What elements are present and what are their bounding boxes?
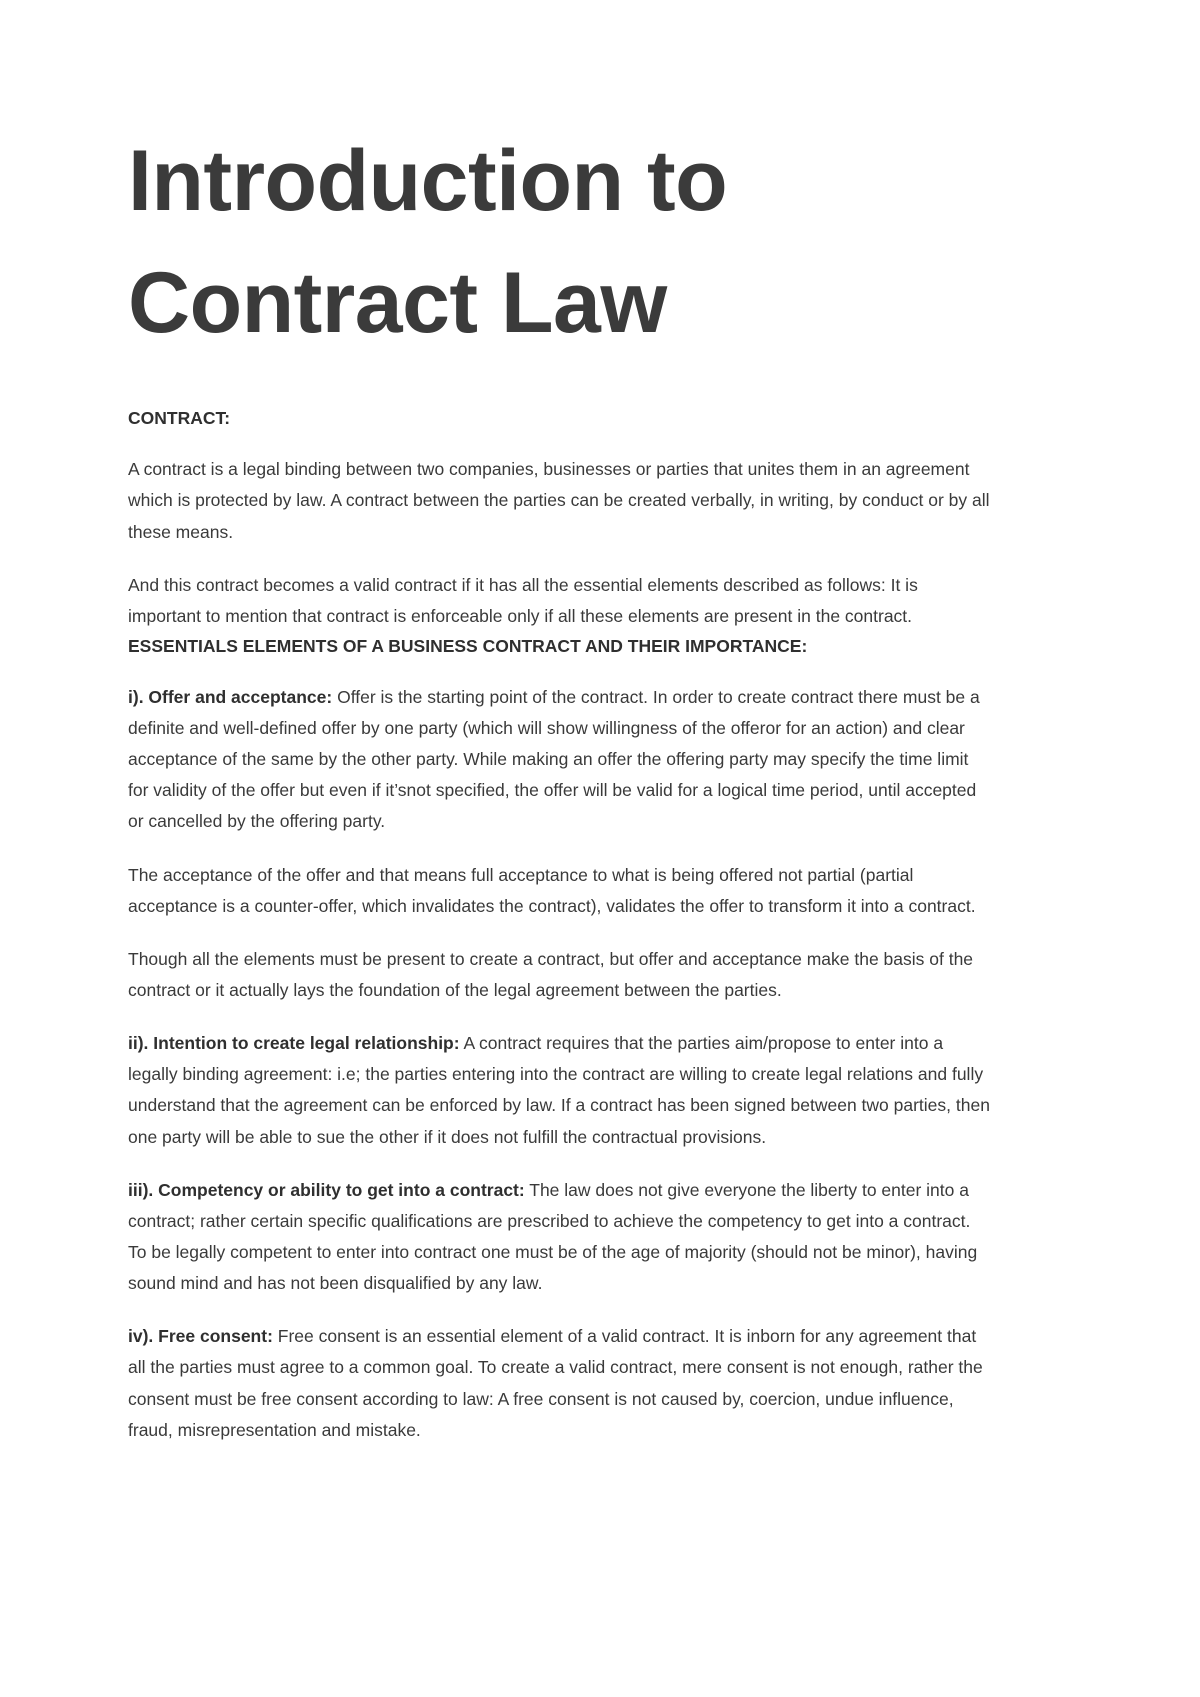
paragraph xyxy=(128,944,990,1006)
list-item-free-consent xyxy=(128,1321,990,1446)
item-lead-label: i). Offer and acceptance: xyxy=(128,686,333,707)
paragraph-text: A contract is a legal binding between two companies, businesses or parties that unites them in an agreement which is protected by law. A contract between the parties can be created verbally, in writing, by conduct or by all these means. xyxy=(128,459,990,542)
paragraph xyxy=(128,570,990,632)
list-item-intention-to-create-legal-relationship xyxy=(128,1028,990,1153)
list-item-competency xyxy=(128,1175,990,1300)
paragraph-text: Offer is the starting point of the contract. In order to create contract there must be a definite and well-defined offer by one party (which will show willingness of the offeror for an action) and clear acceptance of the same by the other party. While making an offer the offering party may specify the time limit for validity of the offer but even if it’snot specified, the offer will be valid for a logical time period, until accepted or cancelled by the offering party. xyxy=(128,686,980,832)
section-heading-contract: CONTRACT: xyxy=(128,408,231,429)
paragraph xyxy=(128,454,990,547)
section-heading-essentials: ESSENTIALS ELEMENTS OF A BUSINESS CONTRACT AND THEIR IMPORTANCE: xyxy=(128,635,808,656)
list-item-offer-and-acceptance xyxy=(128,682,990,838)
paragraph-text: The acceptance of the offer and that means full acceptance to what is being offered not partial (partial acceptance is a counter-offer, which invalidates the contract), validates the offer to transform it into a contract. xyxy=(128,864,976,916)
paragraph-text: Free consent is an essential element of a valid contract. It is inborn for any agreement that all the parties must agree to a common goal. To create a valid contract, mere consent is not enough, rather the consent must be free consent according to law: A free consent is not caused by, coercion, undue influence, fraud, misrepresentation and mistake. xyxy=(128,1326,983,1440)
paragraph-text: And this contract becomes a valid contract if it has all the essential elements described as follows: It is important to mention that contract is enforceable only if all these elements are present in the contract. xyxy=(128,574,918,626)
section-contract xyxy=(128,404,990,632)
item-lead-label: iii). Competency or ability to get into a contract: xyxy=(128,1179,525,1200)
paragraph-text: Though all the elements must be present to create a contract, but offer and acceptance make the basis of the contract or it actually lays the foundation of the legal agreement between the parties. xyxy=(128,948,974,1001)
item-lead-label: ii). Intention to create legal relationship: xyxy=(128,1033,460,1054)
page-title: Introduction to Contract Law xyxy=(128,133,728,352)
paragraph-text: The law does not give everyone the liberty to enter into a contract; rather certain specific qualifications are prescribed to achieve the competency to get into a contract. To be legally competent to enter into contract one must be of the age of majority (should not be minor), having sound mind and has not been disqualified by any law. xyxy=(128,1179,978,1294)
paragraph-text: A contract requires that the parties aim/propose to enter into a legally binding agreement: i.e; the parties entering into the contract are willing to create legal relations and fully understand that the agreement can be enforced by law. If a contract has been signed between two parties, then one party will be able to sue the other if it does not fulfill the contractual provisions. xyxy=(128,1033,990,1147)
paragraph xyxy=(128,860,990,922)
item-lead-label: iv). Free consent: xyxy=(128,1326,273,1347)
section-essentials xyxy=(128,632,990,1446)
